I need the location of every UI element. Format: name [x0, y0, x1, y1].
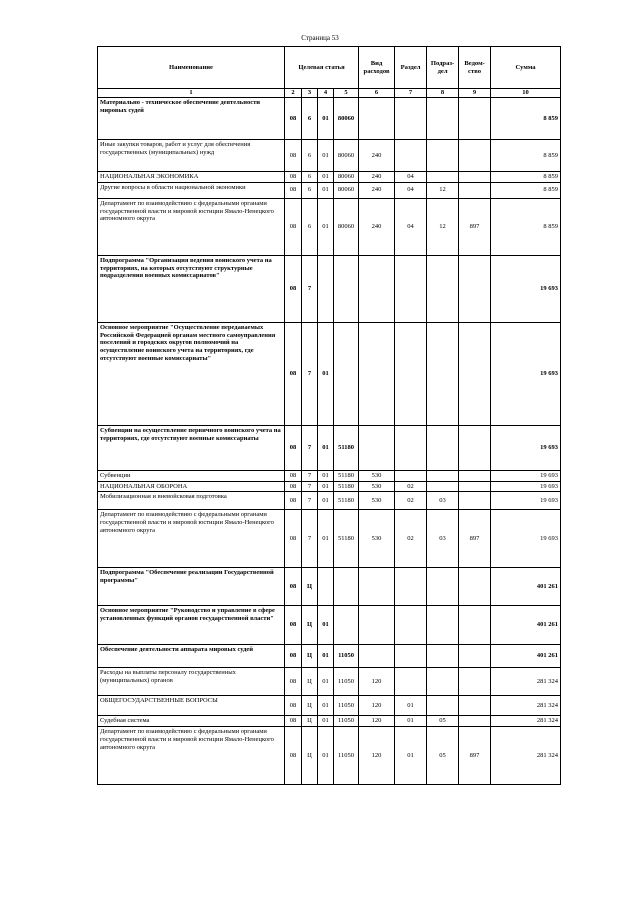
row-name: ОБЩЕГОСУДАРСТВЕННЫЕ ВОПРОСЫ	[98, 696, 285, 716]
row-sum: 8 859	[491, 182, 561, 198]
row-vedomstvo	[459, 322, 491, 425]
row-podrazdel: 03	[427, 510, 459, 568]
table-row	[98, 727, 561, 785]
row-code-1: 08	[285, 470, 302, 481]
row-code-2: Ц	[302, 568, 318, 606]
row-vid	[359, 98, 395, 140]
row-code-3: 01	[318, 98, 334, 140]
row-podrazdel	[427, 172, 459, 183]
row-name: Материально - техническое обеспечение деятельности мировых судей	[98, 98, 285, 140]
row-vedomstvo	[459, 568, 491, 606]
table-row	[98, 198, 561, 255]
row-sum: 8 859	[491, 172, 561, 183]
row-razdel: 02	[395, 481, 427, 492]
row-podrazdel	[427, 322, 459, 425]
column-number: 2	[285, 89, 302, 98]
row-name: НАЦИОНАЛЬНАЯ ОБОРОНА	[98, 481, 285, 492]
row-razdel	[395, 645, 427, 668]
row-razdel	[395, 568, 427, 606]
row-code-1: 08	[285, 568, 302, 606]
row-code-4	[334, 606, 359, 645]
row-code-3: 01	[318, 668, 334, 696]
row-vedomstvo	[459, 425, 491, 470]
row-code-2: Ц	[302, 668, 318, 696]
table-row	[98, 255, 561, 322]
row-sum: 19 693	[491, 510, 561, 568]
row-vedomstvo	[459, 470, 491, 481]
row-vedomstvo	[459, 481, 491, 492]
row-vid	[359, 425, 395, 470]
row-code-1: 08	[285, 322, 302, 425]
table-row	[98, 182, 561, 198]
row-vedomstvo: 897	[459, 198, 491, 255]
row-code-1: 08	[285, 696, 302, 716]
row-sum: 281 324	[491, 727, 561, 785]
table-row	[98, 425, 561, 470]
row-vedomstvo	[459, 182, 491, 198]
row-vid: 120	[359, 716, 395, 727]
row-name: Другие вопросы в области национальной экономики	[98, 182, 285, 198]
row-vedomstvo	[459, 255, 491, 322]
row-podrazdel	[427, 98, 459, 140]
row-code-4: 80060	[334, 172, 359, 183]
row-vid	[359, 322, 395, 425]
table-row	[98, 322, 561, 425]
row-code-4: 11050	[334, 668, 359, 696]
row-name: Иные закупки товаров, работ и услуг для обеспечения государственных (муниципальных) нужд	[98, 140, 285, 172]
row-code-2: 7	[302, 481, 318, 492]
header-name: Наименование	[98, 47, 285, 89]
column-number: 4	[318, 89, 334, 98]
row-razdel	[395, 668, 427, 696]
row-vid: 240	[359, 182, 395, 198]
row-code-1: 08	[285, 172, 302, 183]
row-code-3: 01	[318, 470, 334, 481]
row-podrazdel	[427, 255, 459, 322]
row-vedomstvo: 897	[459, 510, 491, 568]
row-code-1: 08	[285, 668, 302, 696]
table-row	[98, 568, 561, 606]
row-code-1: 08	[285, 198, 302, 255]
row-sum: 8 859	[491, 98, 561, 140]
row-podrazdel	[427, 645, 459, 668]
row-sum: 19 693	[491, 470, 561, 481]
row-podrazdel: 05	[427, 727, 459, 785]
table-row	[98, 716, 561, 727]
row-code-2: 6	[302, 172, 318, 183]
row-code-2: Ц	[302, 645, 318, 668]
row-sum: 19 693	[491, 425, 561, 470]
row-code-1: 08	[285, 255, 302, 322]
row-code-4: 11050	[334, 645, 359, 668]
header-podrazdel: Подраз-дел	[427, 47, 459, 89]
row-vid: 530	[359, 492, 395, 510]
row-podrazdel: 05	[427, 716, 459, 727]
row-name: Основное мероприятие "Осуществление передаваемых Российской Федерацией органам местного самоуправления поселений и городских округов полномочий на осуществление воинского учета на территориях, где отсутствуют военные комиссариаты"	[98, 322, 285, 425]
row-code-3: 01	[318, 645, 334, 668]
row-code-3: 01	[318, 425, 334, 470]
row-vid: 240	[359, 140, 395, 172]
row-sum: 281 324	[491, 668, 561, 696]
row-name: Субвенции на осуществление первичного воинского учета на территориях, где отсутствуют военные комиссариаты	[98, 425, 285, 470]
row-code-1: 08	[285, 716, 302, 727]
row-code-4: 80060	[334, 198, 359, 255]
row-name: Мобилизационная и вневойсковая подготовка	[98, 492, 285, 510]
row-code-1: 08	[285, 481, 302, 492]
row-razdel: 04	[395, 172, 427, 183]
row-code-2: 6	[302, 98, 318, 140]
budget-table	[97, 46, 561, 785]
row-code-2: 7	[302, 322, 318, 425]
row-razdel	[395, 425, 427, 470]
row-vedomstvo: 897	[459, 727, 491, 785]
row-code-1: 08	[285, 492, 302, 510]
row-code-2: Ц	[302, 716, 318, 727]
row-vid: 240	[359, 198, 395, 255]
header-target: Целевая статья	[285, 47, 359, 89]
row-code-3: 01	[318, 322, 334, 425]
row-code-4	[334, 322, 359, 425]
table-row	[98, 481, 561, 492]
row-code-2: 7	[302, 255, 318, 322]
row-name: Департамент по взаимодействию с федеральными органами государственной власти и мировой юстиции Ямало-Ненецкого автономного округа	[98, 727, 285, 785]
row-code-2: Ц	[302, 727, 318, 785]
row-razdel: 01	[395, 727, 427, 785]
row-code-1: 08	[285, 140, 302, 172]
column-number: 9	[459, 89, 491, 98]
row-code-1: 08	[285, 606, 302, 645]
column-number: 5	[334, 89, 359, 98]
row-razdel: 02	[395, 510, 427, 568]
row-sum: 401 261	[491, 568, 561, 606]
header-row	[98, 47, 561, 89]
row-sum: 19 693	[491, 255, 561, 322]
header-vedomstvo: Ведом-ство	[459, 47, 491, 89]
row-vid	[359, 255, 395, 322]
row-sum: 281 324	[491, 696, 561, 716]
row-vid: 530	[359, 470, 395, 481]
row-podrazdel	[427, 140, 459, 172]
row-podrazdel	[427, 568, 459, 606]
row-code-2: 6	[302, 198, 318, 255]
row-vedomstvo	[459, 172, 491, 183]
row-code-2: Ц	[302, 606, 318, 645]
table-row	[98, 645, 561, 668]
row-code-4: 51180	[334, 481, 359, 492]
row-podrazdel	[427, 470, 459, 481]
row-vedomstvo	[459, 696, 491, 716]
row-code-3: 01	[318, 172, 334, 183]
row-code-2: Ц	[302, 696, 318, 716]
row-code-3	[318, 568, 334, 606]
row-code-3: 01	[318, 606, 334, 645]
table-row	[98, 696, 561, 716]
row-code-1: 08	[285, 727, 302, 785]
row-vedomstvo	[459, 716, 491, 727]
row-code-4: 80060	[334, 182, 359, 198]
table-row	[98, 140, 561, 172]
row-code-4: 51180	[334, 425, 359, 470]
table-body	[98, 98, 561, 785]
row-razdel	[395, 98, 427, 140]
row-code-2: 6	[302, 140, 318, 172]
row-vedomstvo	[459, 98, 491, 140]
row-sum: 8 859	[491, 198, 561, 255]
row-code-3: 01	[318, 510, 334, 568]
table-row	[98, 668, 561, 696]
row-code-2: 6	[302, 182, 318, 198]
row-razdel	[395, 140, 427, 172]
header-summa: Сумма	[491, 47, 561, 89]
row-sum: 19 693	[491, 481, 561, 492]
row-code-4: 80060	[334, 98, 359, 140]
row-code-1: 08	[285, 645, 302, 668]
column-number: 8	[427, 89, 459, 98]
row-vid: 530	[359, 481, 395, 492]
row-vedomstvo	[459, 668, 491, 696]
row-code-2: 7	[302, 425, 318, 470]
row-name: Основное мероприятие "Руководство и управление в сфере установленных функций органов государственной власти"	[98, 606, 285, 645]
row-code-3: 01	[318, 182, 334, 198]
row-code-3: 01	[318, 481, 334, 492]
row-podrazdel: 03	[427, 492, 459, 510]
row-razdel	[395, 255, 427, 322]
row-name: Обеспечение деятельности аппарата мировых судей	[98, 645, 285, 668]
row-code-4: 80060	[334, 140, 359, 172]
row-code-2: 7	[302, 510, 318, 568]
row-vid: 120	[359, 668, 395, 696]
row-code-1: 08	[285, 510, 302, 568]
row-vid	[359, 645, 395, 668]
row-podrazdel	[427, 606, 459, 645]
column-number: 3	[302, 89, 318, 98]
row-name: Подпрограмма "Обеспечение реализации Государственной программы"	[98, 568, 285, 606]
row-sum: 401 261	[491, 606, 561, 645]
row-code-4: 51180	[334, 510, 359, 568]
row-podrazdel: 12	[427, 182, 459, 198]
header-vid: Вид расходов	[359, 47, 395, 89]
row-razdel	[395, 470, 427, 481]
row-sum: 8 859	[491, 140, 561, 172]
row-sum: 281 324	[491, 716, 561, 727]
column-number: 1	[98, 89, 285, 98]
row-vedomstvo	[459, 606, 491, 645]
row-vid	[359, 606, 395, 645]
row-code-3: 01	[318, 727, 334, 785]
row-razdel: 01	[395, 696, 427, 716]
row-name: Департамент по взаимодействию с федеральными органами государственной власти и мировой юстиции Ямало-Ненецкого автономного округа	[98, 198, 285, 255]
row-name: Субвенции	[98, 470, 285, 481]
row-name: Департамент по взаимодействию с федеральными органами государственной власти и мировой юстиции Ямало-Ненецкого автономного округа	[98, 510, 285, 568]
column-number: 7	[395, 89, 427, 98]
row-vid: 120	[359, 696, 395, 716]
column-number-row	[98, 89, 561, 98]
row-code-2: 7	[302, 492, 318, 510]
row-razdel: 04	[395, 182, 427, 198]
row-code-1: 08	[285, 182, 302, 198]
row-podrazdel	[427, 696, 459, 716]
row-code-3	[318, 255, 334, 322]
row-code-3: 01	[318, 716, 334, 727]
row-code-3: 01	[318, 696, 334, 716]
row-code-2: 7	[302, 470, 318, 481]
row-code-3: 01	[318, 140, 334, 172]
row-sum: 19 693	[491, 322, 561, 425]
column-number: 10	[491, 89, 561, 98]
row-code-4	[334, 568, 359, 606]
row-code-4	[334, 255, 359, 322]
row-vedomstvo	[459, 492, 491, 510]
row-vid: 240	[359, 172, 395, 183]
row-podrazdel	[427, 668, 459, 696]
row-name: НАЦИОНАЛЬНАЯ ЭКОНОМИКА	[98, 172, 285, 183]
row-name: Расходы на выплаты персоналу государственных (муниципальных) органов	[98, 668, 285, 696]
row-code-4: 51180	[334, 470, 359, 481]
row-vedomstvo	[459, 140, 491, 172]
row-code-4: 11050	[334, 727, 359, 785]
column-number: 6	[359, 89, 395, 98]
header-razdel: Раздел	[395, 47, 427, 89]
row-podrazdel	[427, 481, 459, 492]
row-razdel: 01	[395, 716, 427, 727]
row-code-4: 11050	[334, 696, 359, 716]
table-row	[98, 470, 561, 481]
table-row	[98, 510, 561, 568]
row-code-4: 51180	[334, 492, 359, 510]
row-podrazdel	[427, 425, 459, 470]
page-label: Страница 53	[301, 34, 339, 42]
row-razdel	[395, 322, 427, 425]
row-razdel: 04	[395, 198, 427, 255]
row-podrazdel: 12	[427, 198, 459, 255]
row-sum: 401 261	[491, 645, 561, 668]
row-vid: 120	[359, 727, 395, 785]
row-vid	[359, 568, 395, 606]
table-row	[98, 606, 561, 645]
table-row	[98, 98, 561, 140]
row-sum: 19 693	[491, 492, 561, 510]
row-razdel	[395, 606, 427, 645]
row-code-1: 08	[285, 98, 302, 140]
row-razdel: 02	[395, 492, 427, 510]
row-code-1: 08	[285, 425, 302, 470]
row-code-3: 01	[318, 492, 334, 510]
row-code-4: 11050	[334, 716, 359, 727]
table-row	[98, 172, 561, 183]
row-name: Судебная система	[98, 716, 285, 727]
row-vid: 530	[359, 510, 395, 568]
table-row	[98, 492, 561, 510]
row-vedomstvo	[459, 645, 491, 668]
row-code-3: 01	[318, 198, 334, 255]
row-name: Подпрограмма "Организация ведения воинского учета на территориях, на которых отсутствуют структурные подразделения военных комиссариатов"	[98, 255, 285, 322]
